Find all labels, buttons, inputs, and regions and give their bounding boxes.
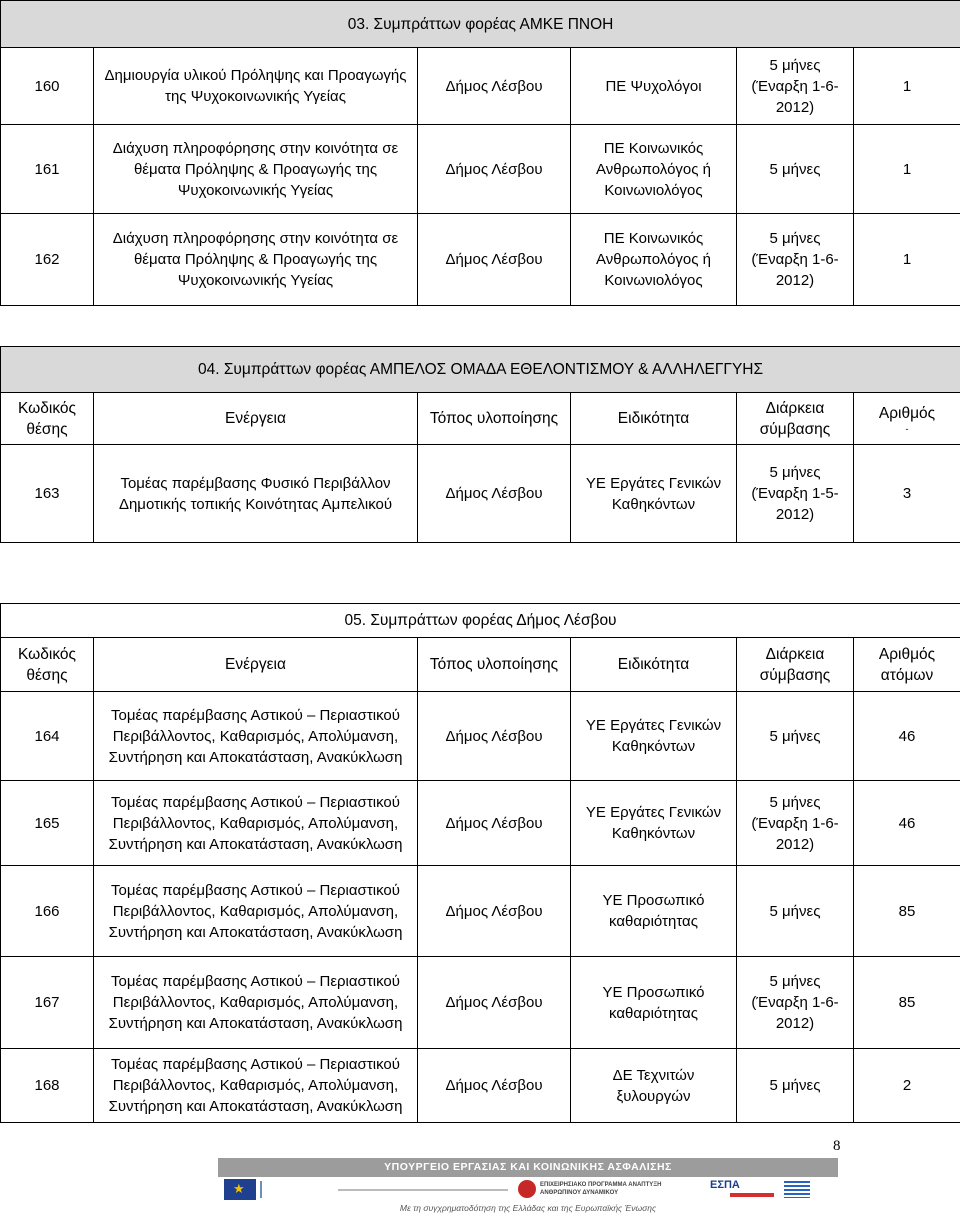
row-place: Δήμος Λέσβου <box>418 957 571 1049</box>
header-count-label: Αριθμός <box>878 405 936 422</box>
table-row <box>1 781 960 866</box>
espa-bar-icon <box>730 1193 774 1197</box>
footer-logos <box>218 1179 838 1201</box>
header-duration: Διάρκεια σύμβασης <box>737 638 854 692</box>
divider <box>338 1189 508 1191</box>
row-duration: 5 μήνες <box>737 1049 854 1123</box>
row-specialty: ΠΕ Κοινωνικός Ανθρωπολόγος ή Κοινωνιολόγος <box>571 125 737 214</box>
row-count: 1 <box>854 214 960 306</box>
row-count: 46 <box>854 781 960 866</box>
row-duration: 5 μήνες <box>737 866 854 957</box>
row-duration: 5 μήνες (Έναρξη 1-6-2012) <box>737 781 854 866</box>
cofunding-motto: Με τη συγχρηματοδότηση της Ελλάδας και της Ευρωπαϊκής Ένωσης <box>399 1203 657 1213</box>
row-code: 162 <box>1 214 94 306</box>
table-row <box>1 692 960 781</box>
table-row <box>1 125 960 214</box>
ministry-banner: ΥΠΟΥΡΓΕΙΟ ΕΡΓΑΣΙΑΣ ΚΑΙ ΚΟΙΝΩΝΙΚΗΣ ΑΣΦΑΛΙΣΗΣ <box>218 1158 838 1177</box>
row-action: Διάχυση πληροφόρησης στην κοινότητα σε θέματα Πρόληψης & Προαγωγής της Ψυχοκοινωνικής Υγείας <box>94 125 418 214</box>
header-action: Ενέργεια <box>94 638 418 692</box>
section-04-title: 04. Συμπράττων φορέας ΑΜΠΕΛΟΣ ΟΜΑΔΑ ΕΘΕΛΟΝΤΙΣΜΟΥ & ΑΛΛΗΛΕΓΓΥΗΣ <box>1 347 960 393</box>
row-count: 3 <box>854 445 960 543</box>
row-count: 2 <box>854 1049 960 1123</box>
section-03-table <box>0 0 960 306</box>
row-place: Δήμος Λέσβου <box>418 1049 571 1123</box>
row-place: Δήμος Λέσβου <box>418 445 571 543</box>
table-header-row <box>1 638 960 692</box>
header-duration: Διάρκεια σύμβασης <box>737 393 854 445</box>
row-count: 46 <box>854 692 960 781</box>
header-count <box>854 393 960 445</box>
row-action: Τομέας παρέμβασης Αστικού – Περιαστικού Περιβάλλοντος, Καθαρισμός, Απολύμανση, Συντήρηση και Αποκατάσταση, Ανακύκλωση <box>94 781 418 866</box>
row-code: 168 <box>1 1049 94 1123</box>
row-code: 163 <box>1 445 94 543</box>
table-row <box>1 445 960 543</box>
section-04-table <box>0 346 960 543</box>
row-duration: 5 μήνες <box>737 125 854 214</box>
row-action: Τομέας παρέμβασης Φυσικό Περιβάλλον Δημοτικής τοπικής Κοινότητας Αμπελικού <box>94 445 418 543</box>
section-03 <box>0 0 960 306</box>
row-specialty: ΥΕ Προσωπικό καθαριότητας <box>571 957 737 1049</box>
op-logo-icon <box>518 1180 536 1198</box>
row-specialty: ΠΕ Ψυχολόγοι <box>571 48 737 125</box>
row-count: 85 <box>854 866 960 957</box>
row-place: Δήμος Λέσβου <box>418 214 571 306</box>
row-specialty: ΥΕ Εργάτες Γενικών Καθηκόντων <box>571 781 737 866</box>
page-number: 8 <box>833 1138 841 1154</box>
section-04 <box>0 346 960 543</box>
row-duration: 5 μήνες (Έναρξη 1-6-2012) <box>737 957 854 1049</box>
row-code: 166 <box>1 866 94 957</box>
table-row <box>1 214 960 306</box>
row-place: Δήμος Λέσβου <box>418 781 571 866</box>
row-action: Τομέας παρέμβασης Αστικού – Περιαστικού Περιβάλλοντος, Καθαρισμός, Απολύμανση, Συντήρηση και Αποκατάσταση, Ανακύκλωση <box>94 692 418 781</box>
row-action: Διάχυση πληροφόρησης στην κοινότητα σε θέματα Πρόληψης & Προαγωγής της Ψυχοκοινωνικής Υγείας <box>94 214 418 306</box>
header-code: Κωδικός θέσης <box>1 393 94 445</box>
table-row <box>1 1049 960 1123</box>
row-duration: 5 μήνες <box>737 692 854 781</box>
greek-flag-icon <box>784 1181 810 1198</box>
header-specialty: Ειδικότητα <box>571 638 737 692</box>
row-count: 1 <box>854 125 960 214</box>
header-count: Αριθμός ατόμων <box>854 638 960 692</box>
row-place: Δήμος Λέσβου <box>418 692 571 781</box>
row-code: 161 <box>1 125 94 214</box>
row-code: 164 <box>1 692 94 781</box>
row-specialty: ΥΕ Εργάτες Γενικών Καθηκόντων <box>571 445 737 543</box>
row-action: Τομέας παρέμβασης Αστικού – Περιαστικού Περιβάλλοντος, Καθαρισμός, Απολύμανση, Συντήρηση και Αποκατάσταση, Ανακύκλωση <box>94 1049 418 1123</box>
table-row <box>1 957 960 1049</box>
row-specialty: ΥΕ Προσωπικό καθαριότητας <box>571 866 737 957</box>
row-count: 1 <box>854 48 960 125</box>
row-place: Δήμος Λέσβου <box>418 866 571 957</box>
table-row <box>1 866 960 957</box>
row-code: 167 <box>1 957 94 1049</box>
header-place: Τόπος υλοποίησης <box>418 393 571 445</box>
row-specialty: ΔΕ Τεχνιτών ξυλουργών <box>571 1049 737 1123</box>
row-duration: 5 μήνες (Έναρξη 1-5-2012) <box>737 445 854 543</box>
row-specialty: ΥΕ Εργάτες Γενικών Καθηκόντων <box>571 692 737 781</box>
row-code: 165 <box>1 781 94 866</box>
header-action: Ενέργεια <box>94 393 418 445</box>
eu-logo-text-icon <box>260 1181 332 1198</box>
header-code: Κωδικός θέσης <box>1 638 94 692</box>
row-specialty: ΠΕ Κοινωνικός Ανθρωπολόγος ή Κοινωνιολόγος <box>571 214 737 306</box>
op-name: ΕΠΙΧΕΙΡΗΣΙΑΚΟ ΠΡΟΓΡΑΜΜΑ ΑΝΑΠΤΥΞΗ ΑΝΘΡΩΠΙΝΟΥ ΔΥΝΑΜΙΚΟΥ <box>540 1182 662 1196</box>
table-row <box>1 48 960 125</box>
section-03-title: 03. Συμπράττων φορέας ΑΜΚΕ ΠΝΟΗ <box>1 1 960 48</box>
header-count-dot: - <box>905 424 909 434</box>
header-place: Τόπος υλοποίησης <box>418 638 571 692</box>
eu-stars-icon: ★ <box>233 1181 245 1196</box>
section-05-table <box>0 603 960 1123</box>
section-05-title: 05. Συμπράττων φορέας Δήμος Λέσβου <box>1 604 960 638</box>
row-action: Τομέας παρέμβασης Αστικού – Περιαστικού Περιβάλλοντος, Καθαρισμός, Απολύμανση, Συντήρηση και Αποκατάσταση, Ανακύκλωση <box>94 957 418 1049</box>
row-duration: 5 μήνες (Έναρξη 1-6-2012) <box>737 48 854 125</box>
row-action: Τομέας παρέμβασης Αστικού – Περιαστικού Περιβάλλοντος, Καθαρισμός, Απολύμανση, Συντήρηση και Αποκατάσταση, Ανακύκλωση <box>94 866 418 957</box>
row-count: 85 <box>854 957 960 1049</box>
table-header-row <box>1 393 960 445</box>
section-05 <box>0 603 960 1123</box>
row-code: 160 <box>1 48 94 125</box>
row-duration: 5 μήνες (Έναρξη 1-6-2012) <box>737 214 854 306</box>
row-place: Δήμος Λέσβου <box>418 48 571 125</box>
espa-logo <box>710 1179 780 1200</box>
row-place: Δήμος Λέσβου <box>418 125 571 214</box>
row-action: Δημιουργία υλικού Πρόληψης και Προαγωγής της Ψυχοκοινωνικής Υγείας <box>94 48 418 125</box>
funding-footer <box>218 1158 838 1213</box>
header-specialty: Ειδικότητα <box>571 393 737 445</box>
espa-title: ΕΣΠΑ <box>710 1179 740 1191</box>
